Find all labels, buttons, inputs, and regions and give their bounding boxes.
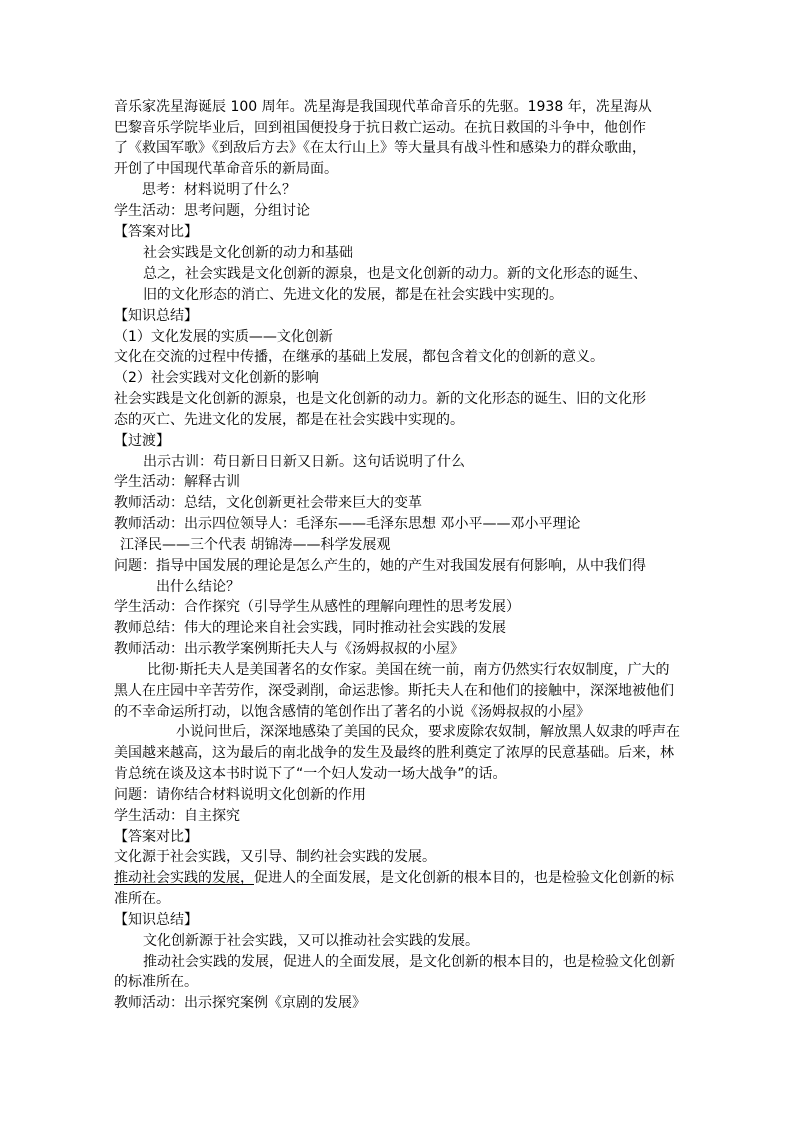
- section-heading: 【知识总结】: [114, 912, 198, 928]
- text-line: 总之，社会实践是文化创新的源泉，也是文化创新的动力。新的文化形态的诞生、: [143, 266, 647, 282]
- text-line: 教师总结：伟大的理论来自社会实践，同时推动社会实践的发展: [114, 620, 506, 636]
- text-line: 比彻·斯托夫人是美国著名的女作家。美国在统一前，南方仍然实行农奴制度，广大的: [147, 662, 670, 678]
- text-line: 美国越来越高，这为最后的南北战争的发生及最终的胜利奠定了浓厚的民意基础。后来，林: [114, 745, 674, 761]
- text-line: 学生活动：合作探究（引导学生从感性的理解向理性的思考发展）: [114, 599, 520, 615]
- text-line: 的不幸命运所打动，以饱含感情的笔创作出了著名的小说《汤姆叔叔的小屋》: [114, 704, 590, 720]
- text-line: 态的灭亡、先进文化的发展，都是在社会实践中实现的。: [114, 412, 464, 428]
- text-line: 文化创新源于社会实践，又可以推动社会实践的发展。: [143, 933, 479, 949]
- section-heading: 【知识总结】: [114, 308, 198, 324]
- text-line: （2）社会实践对文化创新的影响: [114, 370, 319, 386]
- text-line: 社会实践是文化创新的源泉，也是文化创新的动力。新的文化形态的诞生、旧的文化形: [114, 391, 646, 407]
- text-line: 社会实践是文化创新的动力和基础: [143, 245, 353, 261]
- text-line: 巴黎音乐学院毕业后，回到祖国便投身于抗日救亡运动。在抗日救国的斗争中，他创作: [114, 120, 646, 136]
- text-line: 的标准所在。: [114, 974, 198, 990]
- text-line: （1）文化发展的实质——文化创新: [114, 329, 333, 345]
- section-heading: 【答案对比】: [114, 829, 198, 845]
- text-line: 学生活动：思考问题，分组讨论: [114, 203, 310, 219]
- text-line: 问题：请你结合材料说明文化创新的作用: [114, 787, 366, 803]
- section-heading: 【过渡】: [114, 433, 170, 449]
- underlined-phrase: 推动社会实践的发展，: [114, 870, 254, 886]
- text-line: 文化在交流的过程中传播，在继承的基础上发展，都包含着文化的创新的意义。: [114, 349, 604, 365]
- text-line: 教师活动：总结，文化创新更社会带来巨大的变革: [114, 495, 422, 511]
- text-line: [114, 870, 674, 886]
- text-line: 小说问世后，深深地感染了美国的民众，要求废除农奴制，解放黑人奴隶的呼声在: [176, 724, 680, 740]
- text-line: 问题：指导中国发展的理论是怎么产生的，她的产生对我国发展有何影响，从中我们得: [114, 558, 646, 574]
- text-line: 学生活动：自主探究: [114, 808, 240, 824]
- text-line: 江泽民——三个代表 胡锦涛——科学发展观: [120, 537, 391, 553]
- text-line: 肯总统在谈及这本书时说下了“一个妇人发动一场大战争”的话。: [114, 766, 507, 782]
- text-line: 教师活动：出示四位领导人：毛泽东——毛泽东思想 邓小平——邓小平理论: [114, 516, 581, 532]
- text-line: 旧的文化形态的消亡、先进文化的发展，都是在社会实践中实现的。: [143, 287, 563, 303]
- text-line: 教师活动：出示探究案例《京剧的发展》: [114, 995, 366, 1011]
- text-line: 音乐家冼星海诞辰 100 周年。冼星海是我国现代革命音乐的先驱。1938 年，冼星海从: [114, 99, 652, 115]
- text-line: 教师活动：出示教学案例斯托夫人与《汤姆叔叔的小屋》: [114, 641, 464, 657]
- text-line: 开创了中国现代革命音乐的新局面。: [114, 161, 338, 177]
- section-heading: 【答案对比】: [114, 224, 198, 240]
- text-line: 学生活动：解释古训: [114, 474, 240, 490]
- text-segment: 促进人的全面发展，是文化创新的根本目的，也是检验文化创新的标: [254, 870, 674, 886]
- text-line: 出什么结论？: [156, 579, 240, 595]
- text-line: 出示古训：苟日新日日新又日新。这句话说明了什么: [143, 454, 465, 470]
- text-line: 了《救国军歌》《到敌后方去》《在太行山上》等大量具有战斗性和感染力的群众歌曲，: [114, 140, 646, 156]
- text-line: 黑人在庄园中辛苦劳作，深受剥削，命运悲惨。斯托夫人在和他们的接触中，深深地被他们: [114, 683, 674, 699]
- text-line: 文化源于社会实践，又引导、制约社会实践的发展。: [114, 849, 436, 865]
- text-line: 准所在。: [114, 891, 170, 907]
- text-line: 思考：材料说明了什么？: [142, 182, 296, 198]
- text-line: 推动社会实践的发展，促进人的全面发展，是文化创新的根本目的，也是检验文化创新: [143, 954, 675, 970]
